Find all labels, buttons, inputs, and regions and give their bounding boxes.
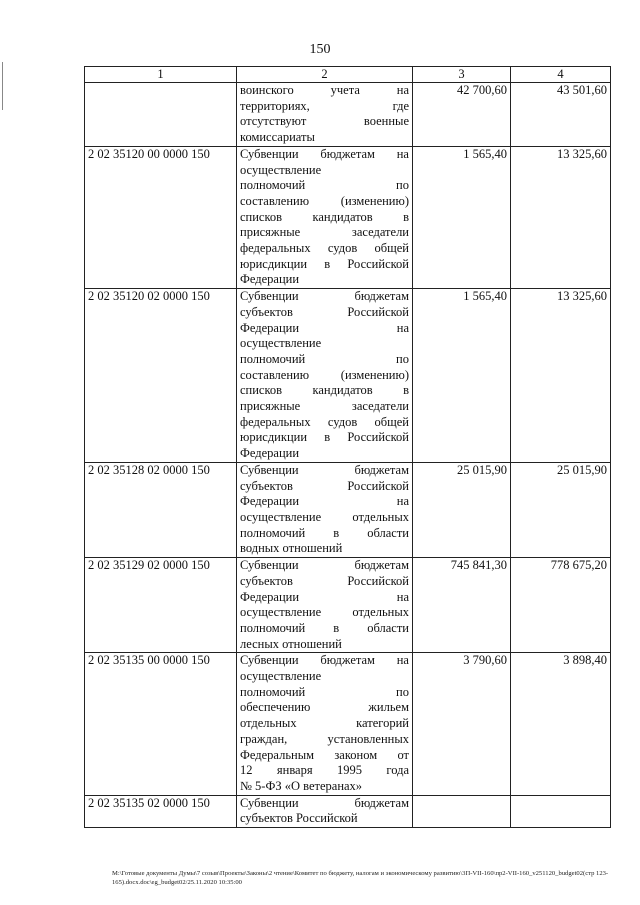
description-line: присяжные заседатели	[240, 399, 409, 414]
description-line: субъектов Российской	[240, 304, 409, 319]
table-row	[85, 289, 611, 463]
description-line: Субвенции бюджетам	[240, 795, 409, 810]
description-line: граждан, установленных	[240, 731, 409, 746]
description-cell	[237, 558, 413, 653]
description-cell	[237, 83, 413, 147]
description-line: полномочий по	[240, 684, 409, 699]
description-cell	[237, 462, 413, 557]
budget-code-cell	[85, 83, 237, 147]
table-row	[85, 462, 611, 557]
document-path-footer: M:\Готовые документы Думы\7 созыв\Проекты\Законы\2 чтение\Комитет по бюджету, налогам и экономическому развитию\3П-VII-160\пр2-VII-160_v251120_budget02(стр 123-165).docx.doc\eg_budget02/25.11.2020 10:35:00	[112, 870, 609, 886]
amount-2021-cell: 13 325,60	[511, 289, 611, 463]
description-line: Федерации на	[240, 494, 409, 509]
table-row	[85, 653, 611, 795]
description-line: отсутствуют военные	[240, 114, 409, 129]
column-header: 3	[413, 67, 511, 83]
description-line: Федеральным законом от	[240, 747, 409, 762]
column-header: 1	[85, 67, 237, 83]
column-header: 2	[237, 67, 413, 83]
budget-code-cell: 2 02 35129 02 0000 150	[85, 558, 237, 653]
description-line: осуществление	[240, 336, 322, 351]
description-cell	[237, 146, 413, 288]
amount-2020-cell: 25 015,90	[413, 462, 511, 557]
budget-code-cell: 2 02 35128 02 0000 150	[85, 462, 237, 557]
description-line: территориях, где	[240, 98, 409, 113]
table-row	[85, 146, 611, 288]
description-line: полномочий в области	[240, 525, 409, 540]
description-line: водных отношений	[240, 541, 343, 556]
description-cell	[237, 653, 413, 795]
description-line: осуществление отдельных	[240, 605, 409, 620]
description-line: полномочий по	[240, 351, 409, 366]
table-header-row	[85, 67, 611, 83]
budget-code-cell: 2 02 35135 00 0000 150	[85, 653, 237, 795]
description-line: полномочий в области	[240, 620, 409, 635]
description-line: субъектов Российской	[240, 811, 358, 826]
scan-edge-mark	[2, 62, 3, 110]
budget-code-cell: 2 02 35120 02 0000 150	[85, 289, 237, 463]
description-cell	[237, 795, 413, 827]
amount-2020-cell	[413, 795, 511, 827]
amount-2021-cell: 3 898,40	[511, 653, 611, 795]
column-header: 4	[511, 67, 611, 83]
amount-2020-cell: 1 565,40	[413, 146, 511, 288]
description-line: Субвенции бюджетам на	[240, 653, 409, 668]
description-line: лесных отношений	[240, 636, 342, 651]
table-row	[85, 795, 611, 827]
budget-table	[84, 66, 611, 828]
description-line: федеральных судов общей	[240, 241, 409, 256]
amount-2020-cell: 42 700,60	[413, 83, 511, 147]
description-line: юрисдикции в Российской	[240, 430, 409, 445]
description-line: Федерации на	[240, 320, 409, 335]
description-line: воинского учета на	[240, 83, 409, 97]
amount-2021-cell: 13 325,60	[511, 146, 611, 288]
description-line: присяжные заседатели	[240, 225, 409, 240]
description-line: отдельных категорий	[240, 716, 409, 731]
description-line: обеспечению жильем	[240, 700, 409, 715]
description-line: списков кандидатов в	[240, 383, 409, 398]
description-line: Субвенции бюджетам на	[240, 146, 409, 161]
description-line: составлению (изменению)	[240, 367, 409, 382]
description-line: 12 января 1995 года	[240, 763, 409, 778]
description-line: субъектов Российской	[240, 573, 409, 588]
page-number: 150	[309, 42, 331, 57]
description-line: составлению (изменению)	[240, 193, 409, 208]
description-line: Субвенции бюджетам	[240, 289, 409, 304]
description-line: списков кандидатов в	[240, 209, 409, 224]
description-cell	[237, 289, 413, 463]
description-line: осуществление	[240, 162, 322, 177]
description-line: федеральных судов общей	[240, 414, 409, 429]
amount-2021-cell: 778 675,20	[511, 558, 611, 653]
amount-2021-cell: 25 015,90	[511, 462, 611, 557]
amount-2020-cell: 1 565,40	[413, 289, 511, 463]
description-line: Федерации на	[240, 589, 409, 604]
table-body	[85, 83, 611, 828]
description-line: осуществление	[240, 669, 322, 684]
description-line: № 5-ФЗ «О ветеранах»	[240, 778, 363, 793]
budget-code-cell: 2 02 35120 00 0000 150	[85, 146, 237, 288]
description-line: субъектов Российской	[240, 478, 409, 493]
budget-code-cell: 2 02 35135 02 0000 150	[85, 795, 237, 827]
description-line: комиссариаты	[240, 130, 315, 145]
amount-2021-cell: 43 501,60	[511, 83, 611, 147]
description-line: юрисдикции в Российской	[240, 256, 409, 271]
description-line: Субвенции бюджетам	[240, 558, 409, 573]
table-row	[85, 83, 611, 147]
table-row	[85, 558, 611, 653]
amount-2020-cell: 3 790,60	[413, 653, 511, 795]
description-line: осуществление отдельных	[240, 509, 409, 524]
description-line: Субвенции бюджетам	[240, 462, 409, 477]
description-line: Федерации	[240, 272, 300, 287]
amount-2020-cell: 745 841,30	[413, 558, 511, 653]
amount-2021-cell	[511, 795, 611, 827]
description-line: Федерации	[240, 446, 300, 461]
description-line: полномочий по	[240, 178, 409, 193]
